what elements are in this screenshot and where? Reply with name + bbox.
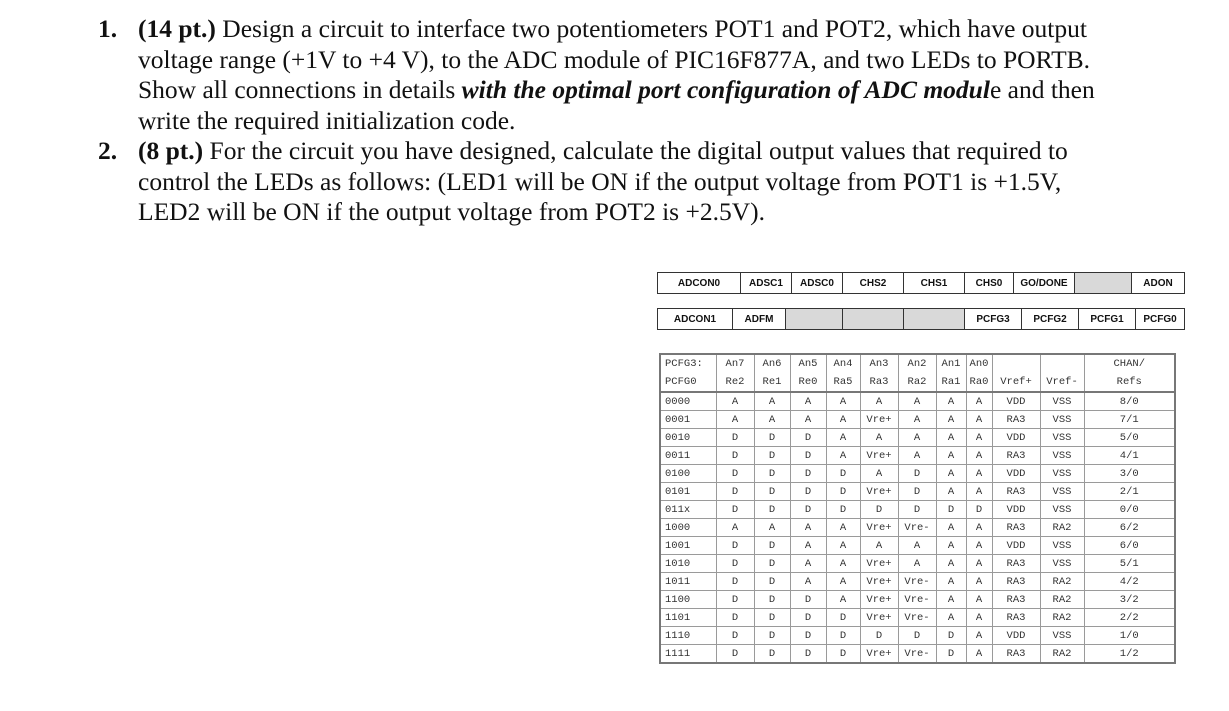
table-cell: D <box>790 627 826 645</box>
table-cell: D <box>716 465 754 483</box>
table-cell: D <box>754 609 790 627</box>
register-bit: PCFG2 <box>1022 309 1079 330</box>
register-bit-unused <box>1075 273 1132 294</box>
table-cell: VDD <box>992 392 1040 411</box>
table-cell: RA3 <box>992 609 1040 627</box>
table-cell: D <box>754 573 790 591</box>
register-bit: CHS0 <box>965 273 1014 294</box>
pcfg-table-body <box>660 354 1175 663</box>
table-row <box>660 411 1175 429</box>
register-row <box>658 309 1185 330</box>
table-cell: A <box>936 429 966 447</box>
table-cell: A <box>898 447 936 465</box>
table-cell: D <box>754 537 790 555</box>
table-row <box>660 591 1175 609</box>
table-cell: An0 <box>966 354 992 373</box>
table-cell: D <box>790 501 826 519</box>
table-cell: 2/2 <box>1084 609 1175 627</box>
adcon0-register <box>657 272 1185 294</box>
table-cell: D <box>898 483 936 501</box>
table-cell: A <box>936 392 966 411</box>
table-cell: D <box>754 483 790 501</box>
table-cell: Vre- <box>898 573 936 591</box>
register-bit: ADFM <box>733 309 786 330</box>
question-2 <box>98 136 1128 228</box>
table-cell: D <box>860 627 898 645</box>
table-row <box>660 429 1175 447</box>
table-cell: A <box>716 519 754 537</box>
pcfg-code-cell: 0010 <box>660 429 716 447</box>
table-cell: A <box>826 447 860 465</box>
table-cell: A <box>966 519 992 537</box>
table-cell: A <box>936 483 966 501</box>
table-cell: Ra1 <box>936 373 966 392</box>
pcfg-code-cell: 1101 <box>660 609 716 627</box>
table-cell: 1/2 <box>1084 645 1175 664</box>
table-cell: Vre+ <box>860 591 898 609</box>
table-cell: 7/1 <box>1084 411 1175 429</box>
table-cell: 3/2 <box>1084 591 1175 609</box>
table-cell: D <box>754 465 790 483</box>
pcfg-code-cell: 0101 <box>660 483 716 501</box>
question-number: 1. <box>98 14 118 43</box>
table-row <box>660 519 1175 537</box>
register-bit-unused <box>843 309 904 330</box>
table-cell: VSS <box>1040 392 1084 411</box>
table-cell: Refs <box>1084 373 1175 392</box>
table-cell: RA3 <box>992 483 1040 501</box>
table-cell: RA3 <box>992 591 1040 609</box>
table-cell: RA2 <box>1040 519 1084 537</box>
table-cell: VSS <box>1040 411 1084 429</box>
table-cell: D <box>790 465 826 483</box>
table-cell: D <box>860 501 898 519</box>
table-cell: A <box>826 392 860 411</box>
table-cell: 4/1 <box>1084 447 1175 465</box>
table-cell: A <box>966 609 992 627</box>
table-row <box>660 501 1175 519</box>
pcfg-code-cell: 1011 <box>660 573 716 591</box>
table-cell: Ra3 <box>860 373 898 392</box>
pcfg-code-cell: 1111 <box>660 645 716 664</box>
table-cell: A <box>790 392 826 411</box>
question-body-end: e and then write the required initialization code. <box>138 75 1095 135</box>
table-cell: D <box>898 501 936 519</box>
table-cell: A <box>936 411 966 429</box>
table-cell: D <box>716 555 754 573</box>
table-cell: A <box>754 392 790 411</box>
table-cell: A <box>754 519 790 537</box>
table-cell: Vre+ <box>860 519 898 537</box>
table-cell: Re0 <box>790 373 826 392</box>
register-bit: ADSC0 <box>792 273 843 294</box>
question-points: (14 pt.) <box>138 14 216 43</box>
table-cell: 5/0 <box>1084 429 1175 447</box>
table-cell: D <box>790 609 826 627</box>
table-cell: A <box>898 429 936 447</box>
table-row <box>660 573 1175 591</box>
table-cell: D <box>716 483 754 501</box>
question-body: For the circuit you have designed, calculate the digital output values that required to control the LEDs as follows: (LED1 will be ON if the output voltage from POT1 is +1.5V, LED2 will be ON if the output voltage from POT2 is +2.5V). <box>138 136 1068 226</box>
table-cell: A <box>966 483 992 501</box>
table-cell: VSS <box>1040 627 1084 645</box>
table-cell: VSS <box>1040 429 1084 447</box>
table-cell: A <box>936 609 966 627</box>
table-row <box>660 447 1175 465</box>
table-cell: Vref- <box>1040 373 1084 392</box>
table-cell: A <box>826 555 860 573</box>
register-bit-unused <box>786 309 843 330</box>
register-bit: ADSC1 <box>741 273 792 294</box>
table-cell: A <box>966 411 992 429</box>
table-cell: An1 <box>936 354 966 373</box>
table-cell: A <box>826 591 860 609</box>
table-cell: D <box>716 429 754 447</box>
table-cell: A <box>860 429 898 447</box>
table-cell: Vre+ <box>860 483 898 501</box>
table-cell: A <box>716 392 754 411</box>
adcon1-register <box>657 308 1185 330</box>
table-cell: Vre- <box>898 591 936 609</box>
table-cell: VSS <box>1040 447 1084 465</box>
table-cell: Vre+ <box>860 555 898 573</box>
table-cell: Ra0 <box>966 373 992 392</box>
table-cell: A <box>790 411 826 429</box>
table-cell: A <box>966 591 992 609</box>
table-cell: A <box>898 555 936 573</box>
table-cell: A <box>860 392 898 411</box>
table-cell: A <box>966 392 992 411</box>
table-cell: A <box>790 555 826 573</box>
table-cell: VDD <box>992 501 1040 519</box>
table-cell: RA2 <box>1040 645 1084 664</box>
table-cell: A <box>826 537 860 555</box>
table-cell: D <box>898 465 936 483</box>
table-cell: VDD <box>992 537 1040 555</box>
table-cell: An4 <box>826 354 860 373</box>
table-row <box>660 537 1175 555</box>
question-1 <box>98 14 1128 136</box>
register-bit: ADON <box>1132 273 1185 294</box>
table-cell: RA3 <box>992 411 1040 429</box>
table-cell: A <box>966 447 992 465</box>
pcfg-code-cell: 0000 <box>660 392 716 411</box>
register-bit: PCFG1 <box>1079 309 1136 330</box>
table-cell: D <box>716 501 754 519</box>
table-cell: D <box>936 501 966 519</box>
table-cell: Re1 <box>754 373 790 392</box>
table-cell: Vre- <box>898 609 936 627</box>
table-cell: A <box>898 392 936 411</box>
question-emphasis: with the optimal port configuration of ADC modul <box>461 75 990 104</box>
register-bit: GO/DONE <box>1014 273 1075 294</box>
table-cell: D <box>826 609 860 627</box>
pcfg-code-cell: 1001 <box>660 537 716 555</box>
table-cell: Vre- <box>898 519 936 537</box>
table-cell: D <box>716 627 754 645</box>
table-cell: D <box>936 627 966 645</box>
pcfg-code-cell: 0011 <box>660 447 716 465</box>
table-cell: Vre+ <box>860 447 898 465</box>
table-cell: VSS <box>1040 465 1084 483</box>
table-row <box>660 609 1175 627</box>
table-cell: An3 <box>860 354 898 373</box>
table-cell: D <box>790 447 826 465</box>
table-cell: Re2 <box>716 373 754 392</box>
table-cell: 0/0 <box>1084 501 1175 519</box>
table-cell: An5 <box>790 354 826 373</box>
table-cell: D <box>716 609 754 627</box>
table-cell: 6/2 <box>1084 519 1175 537</box>
table-header-row <box>660 373 1175 392</box>
table-cell: D <box>754 591 790 609</box>
table-cell: An6 <box>754 354 790 373</box>
table-cell: A <box>936 555 966 573</box>
table-cell: A <box>966 465 992 483</box>
table-cell: D <box>826 501 860 519</box>
table-cell: A <box>826 429 860 447</box>
pcfg-code-cell: 0001 <box>660 411 716 429</box>
table-cell: VSS <box>1040 537 1084 555</box>
table-cell: A <box>898 537 936 555</box>
table-cell: A <box>936 573 966 591</box>
table-cell: Vre+ <box>860 609 898 627</box>
pcfg-code-cell: 1100 <box>660 591 716 609</box>
table-cell: A <box>898 411 936 429</box>
table-cell: A <box>860 537 898 555</box>
table-cell: VSS <box>1040 501 1084 519</box>
pcfg-code-cell: 011x <box>660 501 716 519</box>
table-cell: D <box>716 591 754 609</box>
table-cell: D <box>826 465 860 483</box>
pcfg-code-cell: 0100 <box>660 465 716 483</box>
table-cell: An7 <box>716 354 754 373</box>
register-bit: CHS1 <box>904 273 965 294</box>
table-cell: D <box>754 627 790 645</box>
register-row <box>658 273 1185 294</box>
table-cell: Ra2 <box>898 373 936 392</box>
table-row <box>660 392 1175 411</box>
table-cell: Vre+ <box>860 645 898 664</box>
table-cell: A <box>966 645 992 664</box>
table-cell: A <box>936 465 966 483</box>
table-header-row <box>660 354 1175 373</box>
table-cell: D <box>790 429 826 447</box>
table-cell: VSS <box>1040 483 1084 501</box>
table-cell: 1/0 <box>1084 627 1175 645</box>
register-bit: CHS2 <box>843 273 904 294</box>
pcfg-code-cell: PCFG0 <box>660 373 716 392</box>
table-cell: A <box>826 519 860 537</box>
table-cell: A <box>826 411 860 429</box>
table-cell: A <box>826 573 860 591</box>
table-cell: An2 <box>898 354 936 373</box>
table-cell: 3/0 <box>1084 465 1175 483</box>
register-bit-unused <box>904 309 965 330</box>
table-cell: D <box>790 645 826 664</box>
question-text <box>138 14 1128 136</box>
table-cell: RA2 <box>1040 573 1084 591</box>
table-cell: CHAN/ <box>1084 354 1175 373</box>
table-cell: VDD <box>992 465 1040 483</box>
table-cell: Vre- <box>898 645 936 664</box>
table-cell: A <box>790 519 826 537</box>
register-bit: PCFG0 <box>1136 309 1185 330</box>
table-cell: A <box>936 519 966 537</box>
table-cell: A <box>936 591 966 609</box>
table-cell: A <box>966 627 992 645</box>
table-cell: RA2 <box>1040 591 1084 609</box>
table-cell: 5/1 <box>1084 555 1175 573</box>
table-cell: A <box>936 537 966 555</box>
pcfg-code-cell: 1000 <box>660 519 716 537</box>
register-name: ADCON0 <box>658 273 741 294</box>
table-cell: 8/0 <box>1084 392 1175 411</box>
register-name: ADCON1 <box>658 309 733 330</box>
table-cell: D <box>754 555 790 573</box>
table-cell: RA3 <box>992 447 1040 465</box>
table-cell: D <box>754 429 790 447</box>
table-cell: D <box>826 645 860 664</box>
table-cell: RA2 <box>1040 609 1084 627</box>
table-row <box>660 465 1175 483</box>
table-cell: Ra5 <box>826 373 860 392</box>
table-cell: A <box>860 465 898 483</box>
table-cell: RA3 <box>992 645 1040 664</box>
question-list <box>98 14 1128 228</box>
table-cell: 2/1 <box>1084 483 1175 501</box>
pcfg-configuration-table <box>659 353 1176 664</box>
table-cell: Vre+ <box>860 573 898 591</box>
table-row <box>660 627 1175 645</box>
table-cell: Vref+ <box>992 373 1040 392</box>
question-text <box>138 136 1128 228</box>
table-cell: D <box>966 501 992 519</box>
table-cell: RA3 <box>992 573 1040 591</box>
table-cell: D <box>790 591 826 609</box>
table-cell <box>1040 354 1084 373</box>
table-cell: A <box>966 537 992 555</box>
pcfg-code-cell: 1010 <box>660 555 716 573</box>
table-cell: D <box>754 645 790 664</box>
table-cell: A <box>966 573 992 591</box>
table-row <box>660 483 1175 501</box>
table-cell: VDD <box>992 429 1040 447</box>
table-cell: VDD <box>992 627 1040 645</box>
table-cell: RA3 <box>992 555 1040 573</box>
table-cell: D <box>790 483 826 501</box>
table-cell: D <box>936 645 966 664</box>
pcfg-code-cell: PCFG3: <box>660 354 716 373</box>
table-cell <box>992 354 1040 373</box>
table-row <box>660 645 1175 664</box>
table-cell: 4/2 <box>1084 573 1175 591</box>
table-cell: D <box>898 627 936 645</box>
table-cell: VSS <box>1040 555 1084 573</box>
table-cell: A <box>790 573 826 591</box>
question-body: Design a circuit to interface two potentiometers POT1 and POT2, which have output voltage range (+1V to +4 V), to the ADC module of PIC16F877A, and two LEDs to PORTB. Show all connections in details <box>138 14 1091 104</box>
table-row <box>660 555 1175 573</box>
table-cell: RA3 <box>992 519 1040 537</box>
table-cell: A <box>754 411 790 429</box>
table-cell: A <box>936 447 966 465</box>
register-bit: PCFG3 <box>965 309 1022 330</box>
table-cell: D <box>716 537 754 555</box>
table-cell: D <box>716 447 754 465</box>
pcfg-code-cell: 1110 <box>660 627 716 645</box>
table-cell: D <box>754 447 790 465</box>
table-cell: Vre+ <box>860 411 898 429</box>
question-points: (8 pt.) <box>138 136 204 165</box>
table-cell: A <box>966 429 992 447</box>
table-cell: D <box>754 501 790 519</box>
table-cell: D <box>826 483 860 501</box>
table-cell: A <box>966 555 992 573</box>
table-cell: D <box>716 645 754 664</box>
question-number: 2. <box>98 136 118 165</box>
table-cell: 6/0 <box>1084 537 1175 555</box>
table-cell: A <box>790 537 826 555</box>
table-cell: D <box>826 627 860 645</box>
table-cell: A <box>716 411 754 429</box>
table-cell: D <box>716 573 754 591</box>
